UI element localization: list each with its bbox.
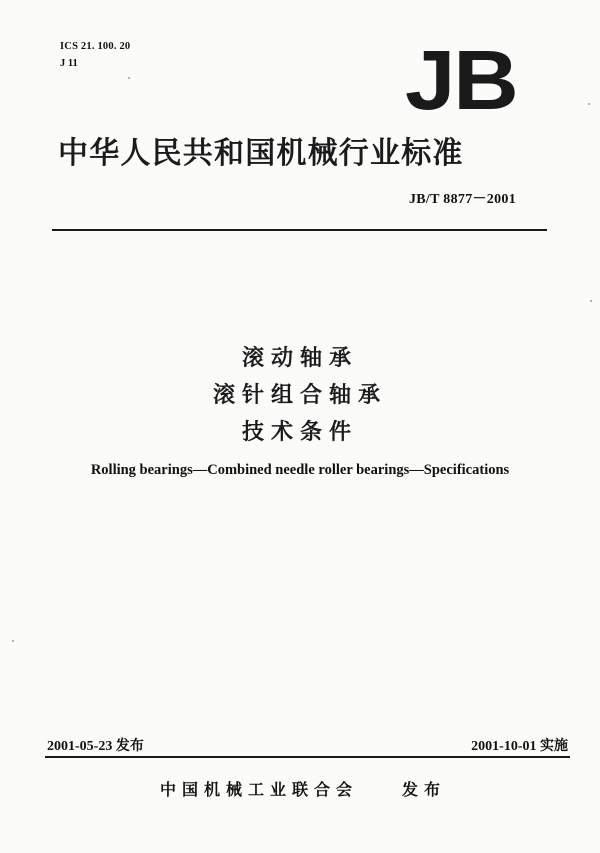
document-title-line-1: 滚动轴承 [241,346,358,371]
issue-label: 发布 [115,738,144,754]
standard-number: JB/T 8877－2001 [408,192,516,207]
issuing-organization: 中国机械工业联合会 [160,780,359,799]
scan-speck [590,300,592,302]
issue-date-block [47,735,144,755]
implementation-label: 实施 [540,738,568,754]
jb-logo: JB [405,33,517,127]
header-divider [52,229,547,231]
ccs-code: J 11 [60,58,78,69]
document-title-line-2: 滚针组合轴承 [212,383,387,408]
issue-date: 2001-05-23 [47,739,113,754]
implementation-date: 2001-10-01 [471,739,537,754]
scan-speck [128,77,130,79]
implementation-date-block [471,735,568,755]
ics-code: ICS 21. 100. 20 [60,41,131,52]
document-title-line-3: 技术条件 [241,420,358,445]
scan-speck [12,640,14,642]
standard-category-title: 中华人民共和国机械行业标准 [58,136,464,171]
footer-divider [45,756,570,758]
scan-speck [588,103,590,105]
english-title: Rolling bearings—Combined needle roller bearings—Specifications [90,462,510,478]
issuer-action: 发布 [402,780,447,799]
